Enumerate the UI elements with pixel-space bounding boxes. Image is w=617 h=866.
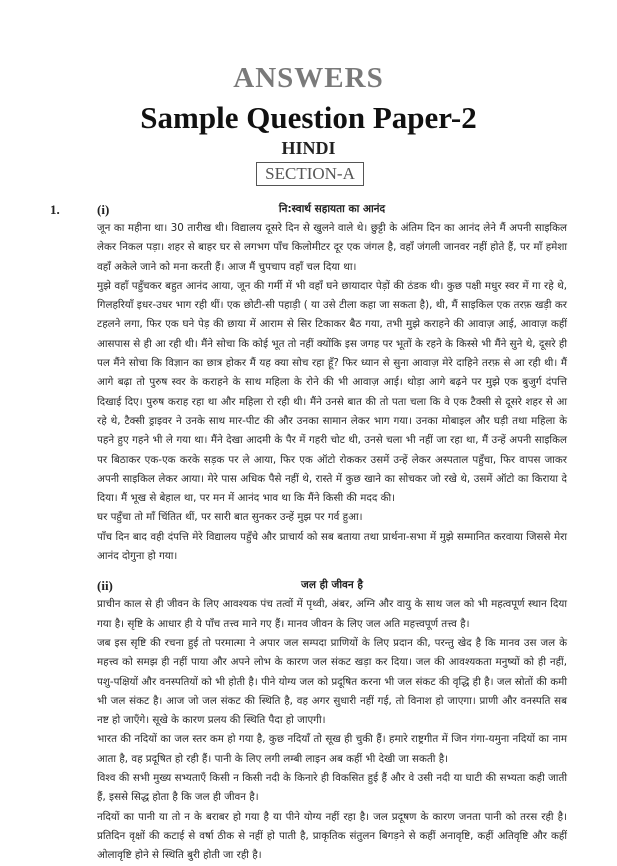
answer-content bbox=[97, 202, 567, 866]
paragraph: विश्व की सभी मुख्य सभ्यताएँ किसी न किसी नदी के किनारे ही विकसित हुई हैं और वे उसी नदी या घाटी की सभ्यता कही जाती हैं, इससे सिद्ध होता है कि जल ही जीवन है। bbox=[97, 772, 567, 804]
part-label: (i) bbox=[97, 202, 110, 217]
subject-heading: HINDI bbox=[281, 138, 336, 158]
part-title: नि:स्वार्थ सहायता का आनंद bbox=[278, 203, 386, 215]
paper-title: Sample Question Paper-2 bbox=[140, 100, 477, 135]
part-label: (ii) bbox=[97, 578, 113, 594]
answers-heading: ANSWERS bbox=[233, 62, 384, 94]
paragraph: जून का महीना था। 30 तारीख थी। विद्यालय दूसरे दिन से खुलने वाले थे। छुट्टी के अंतिम दिन का आनंद लेने मैं अपनी साइकिल लेकर निकल पड़ा। शहर से बाहर घर से लगभग पाँच किलोमीटर दूर एक जंगल है, वहाँ जंगली जानवर नहीं होते हैं, पर माँ हमेशा वहाँ अकेले जाने को मना करती हैं। आज मैं चुपचाप वहाँ चल दिया था। bbox=[97, 222, 567, 273]
paragraph: भारत की नदियों का जल स्तर कम हो गया है, कुछ नदियाँ तो सूख ही चुकी हैं। हमारे राष्ट्रगीत में जिन गंगा-यमुना नदियों का नाम आता है, वह प्रदूषित हो रही हैं। पानी के लिए लगी लम्बी लाइन अब कहीं भी देखी जा सकती है। bbox=[97, 733, 567, 765]
section-label: SECTION-A bbox=[256, 162, 364, 186]
paragraph: पाँच दिन बाद वही दंपत्ति मेरे विद्यालय पहुँचे और प्राचार्य को सब बताया तथा प्रार्थना-सभा में मुझे सम्मानित करवाया जिससे मेरा आनंद दोगुना हो गया। bbox=[97, 530, 567, 563]
part-title: जल ही जीवन है bbox=[301, 579, 363, 592]
paragraph: जब इस सृष्टि की रचना हुई तो परमात्मा ने अपार जल सम्पदा प्राणियों के लिए प्रदान की, परन्तु खेद है कि मानव उस जल के महत्त्व को समझ ही नहीं पाया और अपने लोभ के कारण जल संकट खड़ा कर दिया। जल की आवश्यकता मनुष्यों को ही नहीं, पशु-पक्षियों और वनस्पतियों को भी होती है। पीने योग्य जल को प्रदूषित करना भी जल संकट की वृद्धि ही है। जल स्रोतों की कमी भी जल संकट है। आज जो जल संकट की स्थिति है, वह अगर सुधारी नहीं गई, तो विनाश हो जाएगा। प्राणी और वनस्पति सब नष्ट हो जाएँगे। सूखे के कारण प्रलय की स्थिति पैदा हो जाएगी। bbox=[97, 636, 567, 727]
answer-part-1 bbox=[97, 202, 567, 566]
question-number: 1. bbox=[50, 202, 60, 217]
paragraph: घर पहुँचा तो माँ चिंतित थीं, पर सारी बात सुनकर उन्हें मुझ पर गर्व हुआ। bbox=[97, 511, 363, 524]
paragraph: प्राचीन काल से ही जीवन के लिए आवश्यक पंच तत्वों में पृथ्वी, अंबर, अग्नि और वायु के साथ जल को भी महत्वपूर्ण स्थान दिया गया है। सृष्टि के आधार ही ये पाँच तत्त्व माने गए हैं। मानव जीवन के लिए जल अति महत्त्वपूर्ण तत्त्व है। bbox=[97, 598, 567, 630]
answer-part-2 bbox=[97, 578, 567, 865]
paragraph: मुझे वहाँ पहुँचकर बहुत आनंद आया, जून की गर्मी में भी वहाँ घने छायादार पेड़ों की ठंडक थी। कुछ पक्षी मधुर स्वर में गा रहे थे, गिलहरियाँ इधर-उधर भाग रही थीं। एक छोटी-सी पहाड़ी ( या उसे टीला कहा जा सकता है), थी, मैं साइकिल एक तरफ़ खड़ी कर टहलने लगा, फिर एक घने पेड़ की छाया में आराम से सिर टिकाकर बैठ गया, तभी मुझे कराहने की आवाज़ आई, आवाज़ कहीं आसपास से ही आ रही थी। मैंने सोचा कि कोई भूत तो नहीं क्योंकि इस जगह पर भूतों के रहने के किस्से भी मैंने सुने थे, दूसरे ही पल मैंने सोचा कि विज्ञान का छात्र होकर मैं यह क्या सोच रहा हूँ? फिर ध्यान से सुना आवाज़ मेरे दाहिने तरफ़ से आ रही थी। मैं आगे बढ़ा तो पुरुष स्वर के कराहने के साथ महिला के रोने की भी आवाज़ आई। थोड़ा आगे बढ़ने पर मुझे एक बुजुर्ग दंपत्ति दिखाई दिए। पुरुष कराह रहा था और महिला रो रही थी। मैंने उनसे बात की तो पता चला कि वे एक टैक्सी से दूसरे शहर से आ रहे थे, टैक्सी ड्राइवर ने उनके साथ मार-पीट की और उनका सामान लेकर भाग गया। उनका मोबाइल और घड़ी तथा महिला के पहने हुए गहने भी ले गया था। मैंने देखा आदमी के पैर में गहरी चोट थी, उनसे चला भी नहीं जा रहा था, मैं उन्हें अपनी साइकिल पर बिठाकर एक-एक करके सड़क पर ले आया, फिर एक ऑटो रोककर उसमें उन्हें लेकर अस्पताल पहुँचा, फिर वापस जाकर अपनी साइकिल लेकर आया। मेरे पास अधिक पैसे नहीं थे, रास्ते में कुछ खाने का सोचकर जो रखे थे, उसमें ऑटो का किराया दे दिया। मैं भूख से बेहाल था, पर मन में आनंद भाव था कि मैंने किसी की मदद की। bbox=[97, 279, 567, 505]
paragraph: नदियों का पानी या तो न के बराबर हो गया है या पीने योग्य नहीं रहा है। जल प्रदूषण के कारण जनता पानी को तरस रही है। प्रतिदिन वृक्षों की कटाई से वर्षा ठीक से नहीं हो पाती है, प्राकृतिक संतुलन बिगड़ने से कहीं अनावृष्टि, कहीं अतिवृष्टि और कहीं ओलावृष्टि होने से स्थिति बुरी होती जा रही है। bbox=[97, 810, 567, 862]
